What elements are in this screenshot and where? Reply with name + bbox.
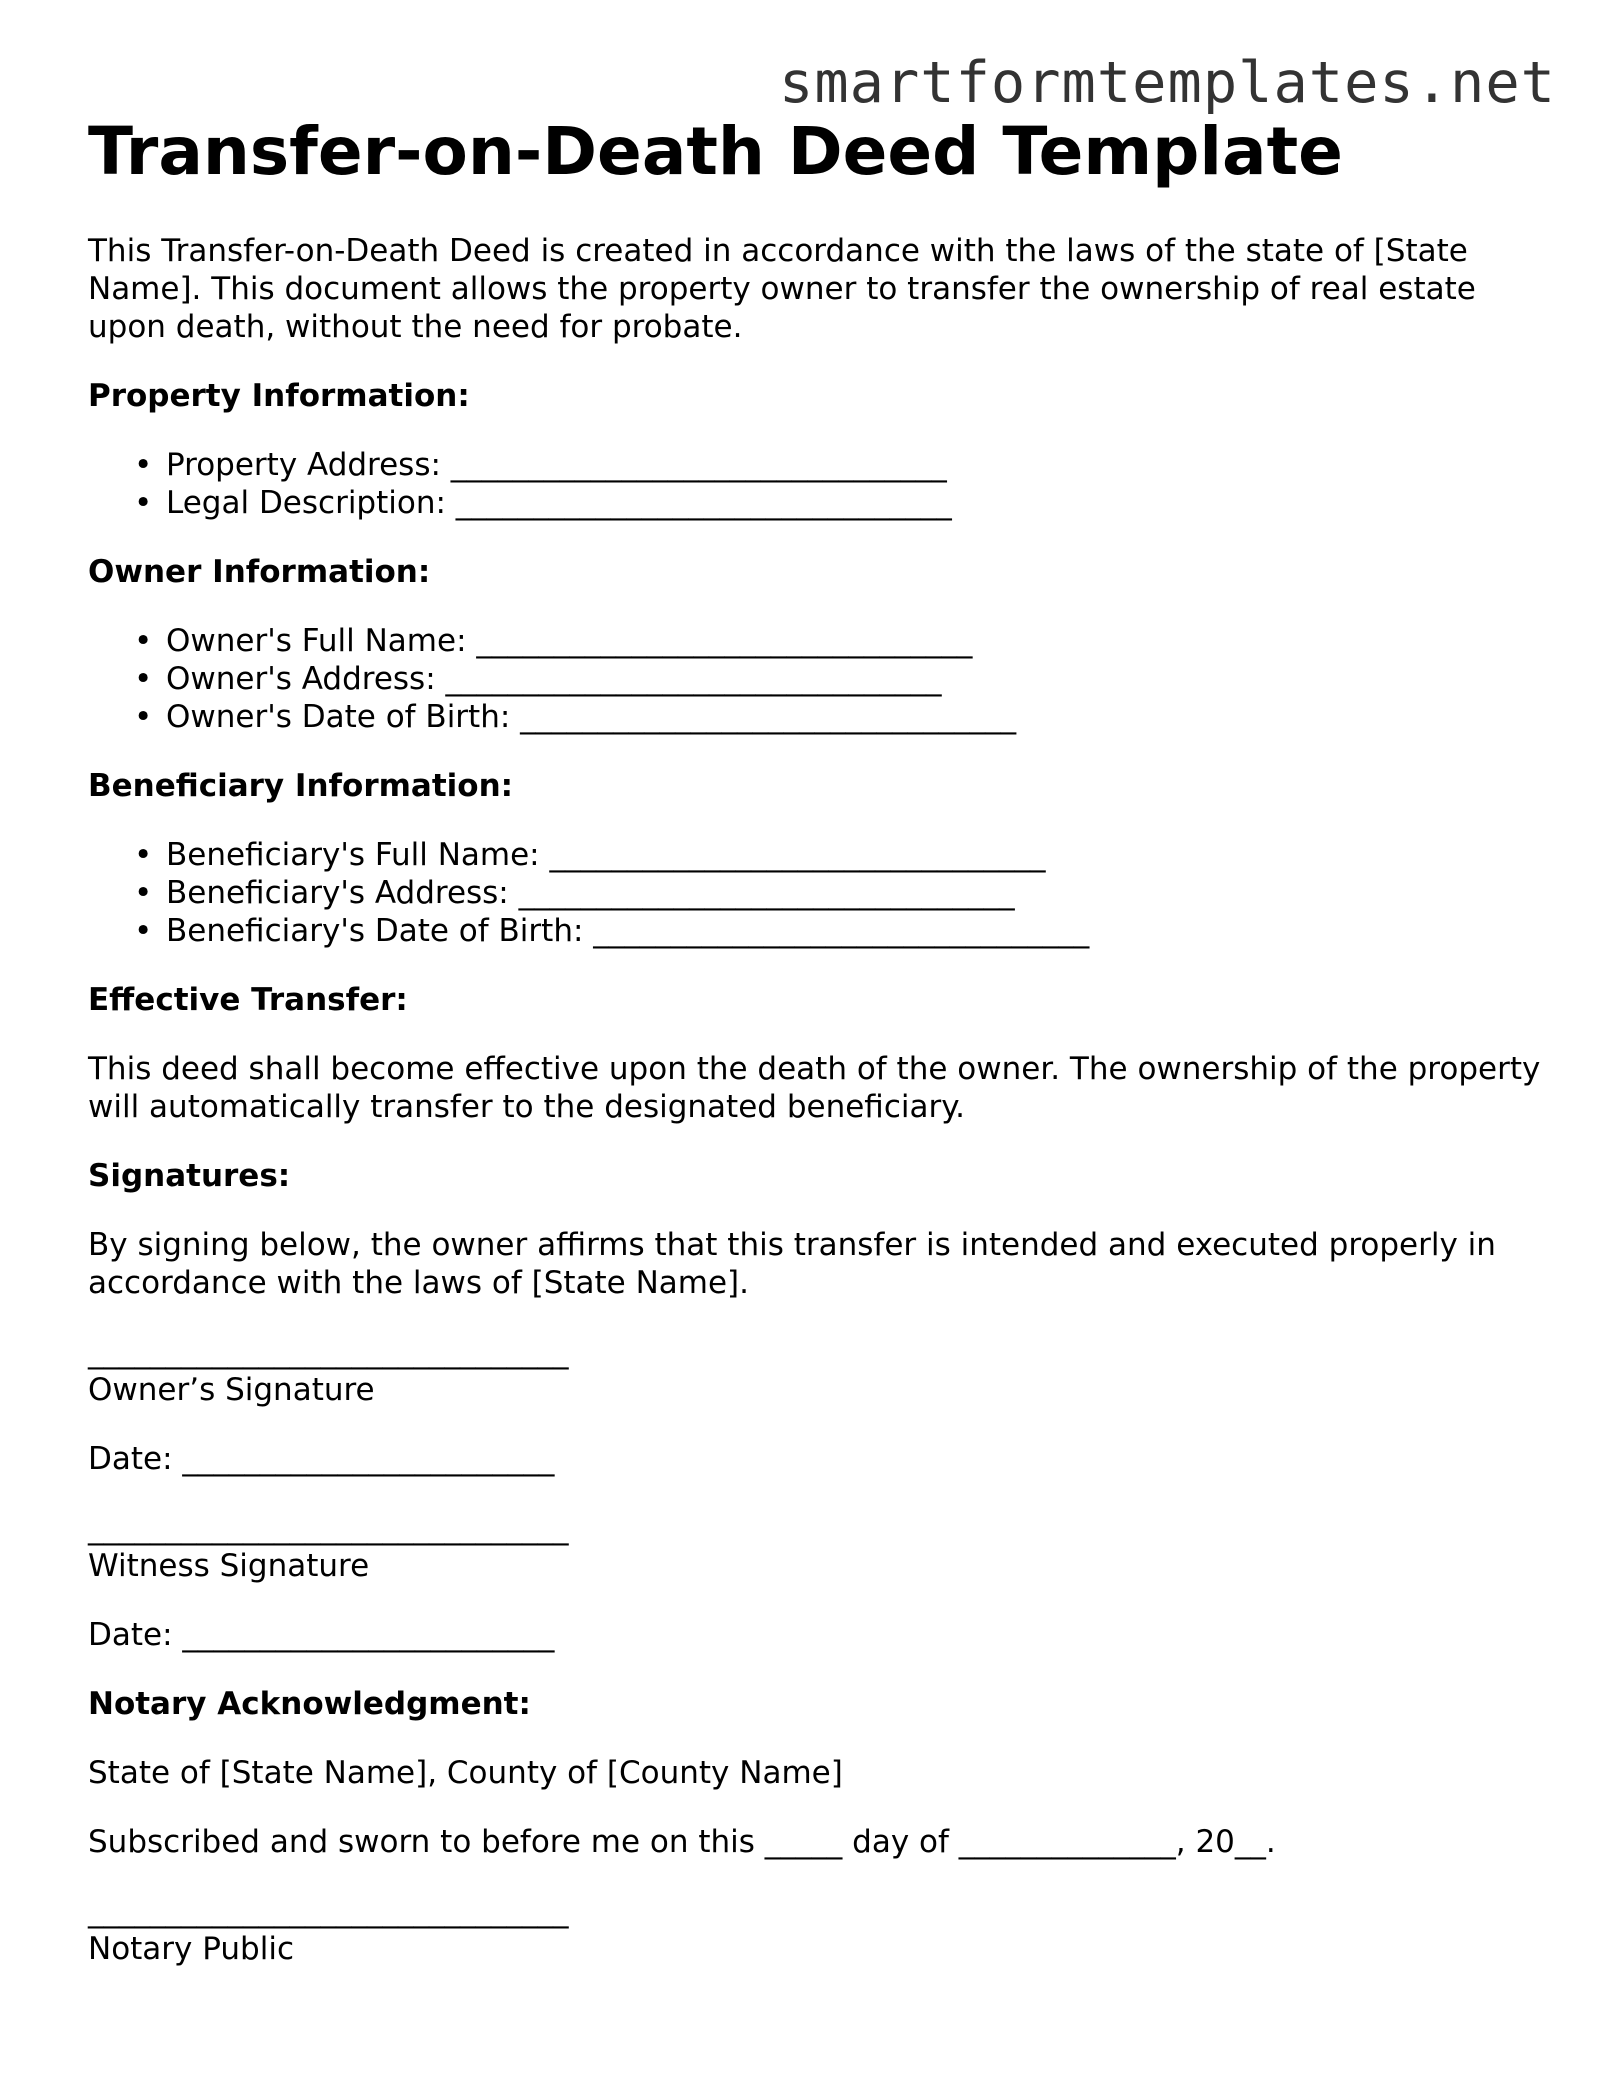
beneficiary-date-of-birth-field[interactable]: [88, 912, 1548, 950]
owner-date-of-birth-field[interactable]: [88, 698, 1548, 736]
owner-heading: Owner Information:: [88, 554, 431, 590]
witness-signature-line[interactable]: _______________________________: [88, 1510, 569, 1546]
site-watermark: smartformtemplates.net: [779, 50, 1556, 116]
property-fields: [88, 446, 1548, 522]
notary-heading: Notary Acknowledgment:: [88, 1686, 531, 1722]
bullet-icon: •: [134, 875, 153, 911]
owner-fields: [88, 622, 1548, 736]
field-label: Beneficiary's Address: ________________________________: [166, 875, 1015, 911]
field-label: Property Address: ________________________________: [166, 447, 947, 483]
owner-address-field[interactable]: [88, 660, 1548, 698]
document-body: [88, 232, 1548, 1968]
bullet-icon: •: [134, 623, 153, 659]
bullet-icon: •: [134, 913, 153, 949]
witness-signature-label: Witness Signature: [88, 1548, 370, 1584]
notary-signature-line[interactable]: _______________________________: [88, 1893, 569, 1929]
notary-venue: State of [State Name], County of [County Name]: [88, 1755, 843, 1791]
effective-transfer-text: This deed shall become effective upon the death of the owner. The ownership of the property will automatically transfer to the designated beneficiary.: [88, 1051, 1541, 1125]
beneficiary-address-field[interactable]: [88, 874, 1548, 912]
notary-sworn-statement[interactable]: Subscribed and sworn to before me on this _____ day of ______________, 20__.: [88, 1824, 1276, 1860]
field-label: Beneficiary's Date of Birth: ________________________________: [166, 913, 1090, 949]
effective-transfer-heading: Effective Transfer:: [88, 982, 408, 1018]
property-heading: Property Information:: [88, 378, 470, 414]
property-address-field[interactable]: [88, 446, 1548, 484]
field-label: Owner's Address: ________________________________: [166, 661, 942, 697]
bullet-icon: •: [134, 447, 153, 483]
bullet-icon: •: [134, 699, 153, 735]
owner-signature-block: [88, 1333, 1548, 1478]
beneficiary-full-name-field[interactable]: [88, 836, 1548, 874]
signatures-heading: Signatures:: [88, 1158, 291, 1194]
witness-signature-block: [88, 1509, 1548, 1654]
beneficiary-fields: [88, 836, 1548, 950]
owner-signature-label: Owner’s Signature: [88, 1372, 375, 1408]
owner-full-name-field[interactable]: [88, 622, 1548, 660]
witness-date-field[interactable]: Date: ________________________: [88, 1617, 555, 1653]
field-label: Owner's Full Name: ________________________________: [166, 623, 973, 659]
intro-paragraph: This Transfer-on-Death Deed is created in accordance with the laws of the state of [State Name]. This document allows the property owner to transfer the ownership of real estate upon death, without the need for probate.: [88, 233, 1476, 345]
signatures-text: By signing below, the owner affirms that this transfer is intended and executed properly in accordance with the laws of [State Name].: [88, 1227, 1496, 1301]
owner-signature-line[interactable]: _______________________________: [88, 1334, 569, 1370]
field-label: Legal Description: ________________________________: [166, 485, 952, 521]
bullet-icon: •: [134, 661, 153, 697]
field-label: Owner's Date of Birth: ________________________________: [166, 699, 1017, 735]
beneficiary-heading: Beneficiary Information:: [88, 768, 514, 804]
owner-date-field[interactable]: Date: ________________________: [88, 1441, 555, 1477]
legal-description-field[interactable]: [88, 484, 1548, 522]
notary-signature-label: Notary Public: [88, 1931, 294, 1967]
bullet-icon: •: [134, 485, 153, 521]
bullet-icon: •: [134, 837, 153, 873]
field-label: Beneficiary's Full Name: ________________________________: [166, 837, 1046, 873]
document-title: Transfer-on-Death Deed Template: [88, 113, 1343, 190]
notary-signature-block: [88, 1892, 1548, 1968]
